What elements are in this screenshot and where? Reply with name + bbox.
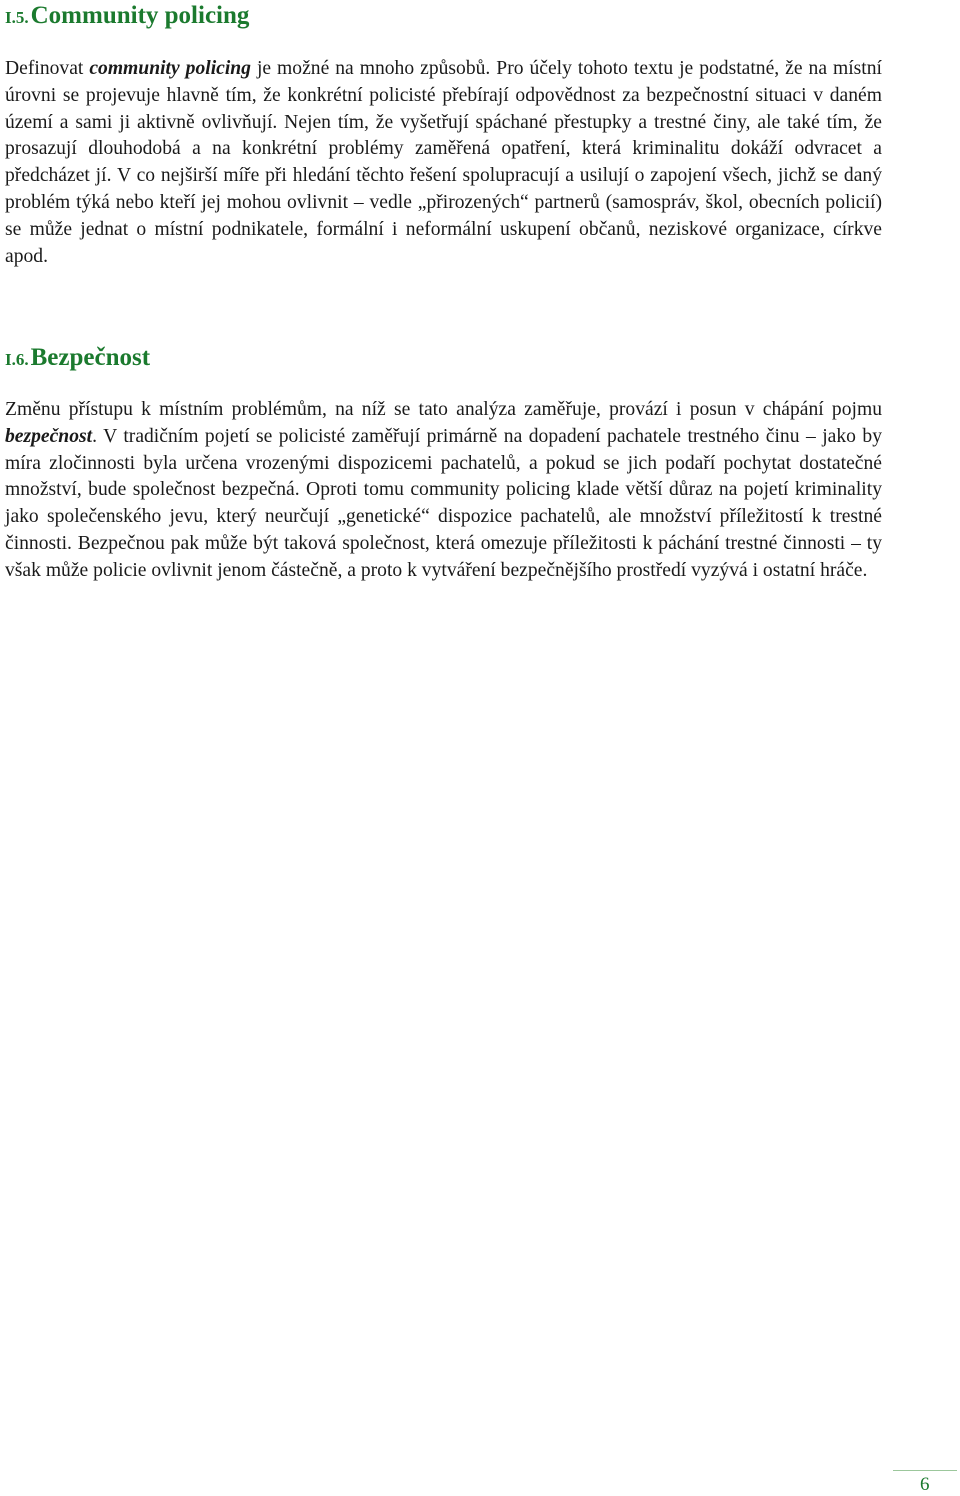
emphasized-term: community policing — [89, 58, 251, 79]
section-heading-community-policing — [5, 2, 249, 30]
section-heading-bezpecnost — [5, 344, 150, 372]
paragraph-text: . V tradičním pojetí se policisté zaměřují primárně na dopadení pachatele trestného činu – jako by míra zločinnosti byla určena vrozenými dispozicemi pachatelů, a pokud se jich podaří pochytat dostatečné množství, bude společnost bezpečná. Oproti tomu community policing klade větší důraz na pojetí kriminality jako společenského jevu, který neurčují „genetické“ dispozice pachatelů, ale množství příležitostí k trestné činnosti. Bezpečnou pak může být taková společnost, která omezuje příležitosti k páchání trestné činnosti – ty však může policie ovlivnit jenom částečně, a proto k vytváření bezpečnějšího prostředí vyzývá i ostatní hráče. — [5, 425, 882, 581]
section-title: Bezpečnost — [30, 344, 151, 371]
section-title: Community policing — [30, 2, 250, 29]
section-number: I.5. — [5, 8, 29, 27]
paragraph-text: Definovat — [5, 58, 90, 79]
paragraph-community-policing — [5, 56, 882, 270]
page-number: 6 — [920, 1474, 930, 1495]
footer-divider — [893, 1470, 957, 1471]
paragraph-text: je možné na mnoho způsobů. Pro účely tohoto textu je podstatné, že na místní úrovni se projevuje hlavně tím, že konkrétní policisté přebírají odpovědnost za bezpečnostní situaci v daném území a sami ji aktivně ovlivňují. Nejen tím, že vyšetřují spáchané přestupky a trestné činy, ale také tím, že prosazují dlouhodobá a na konkrétní problémy zaměřená opatření, která kriminalitu dokáží odvracet a předcházet jí. V co nejširší míře při hledání těchto řešení spolupracují a usilují o zapojení všech, jichž se daný problém týká nebo kteří jej mohou ovlivnit – vedle „přirozených“ partnerů (samospráv, škol, obecních policií) se může jednat o místní podnikatele, formální i neformální uskupení občanů, neziskové organizace, církve apod. — [5, 58, 882, 267]
paragraph-text: Změnu přístupu k místním problémům, na níž se tato analýza zaměřuje, provází i posun v chápání pojmu — [5, 399, 882, 420]
paragraph-bezpecnost — [5, 397, 882, 585]
section-number: I.6. — [5, 350, 29, 369]
emphasized-term: bezpečnost — [5, 425, 93, 447]
